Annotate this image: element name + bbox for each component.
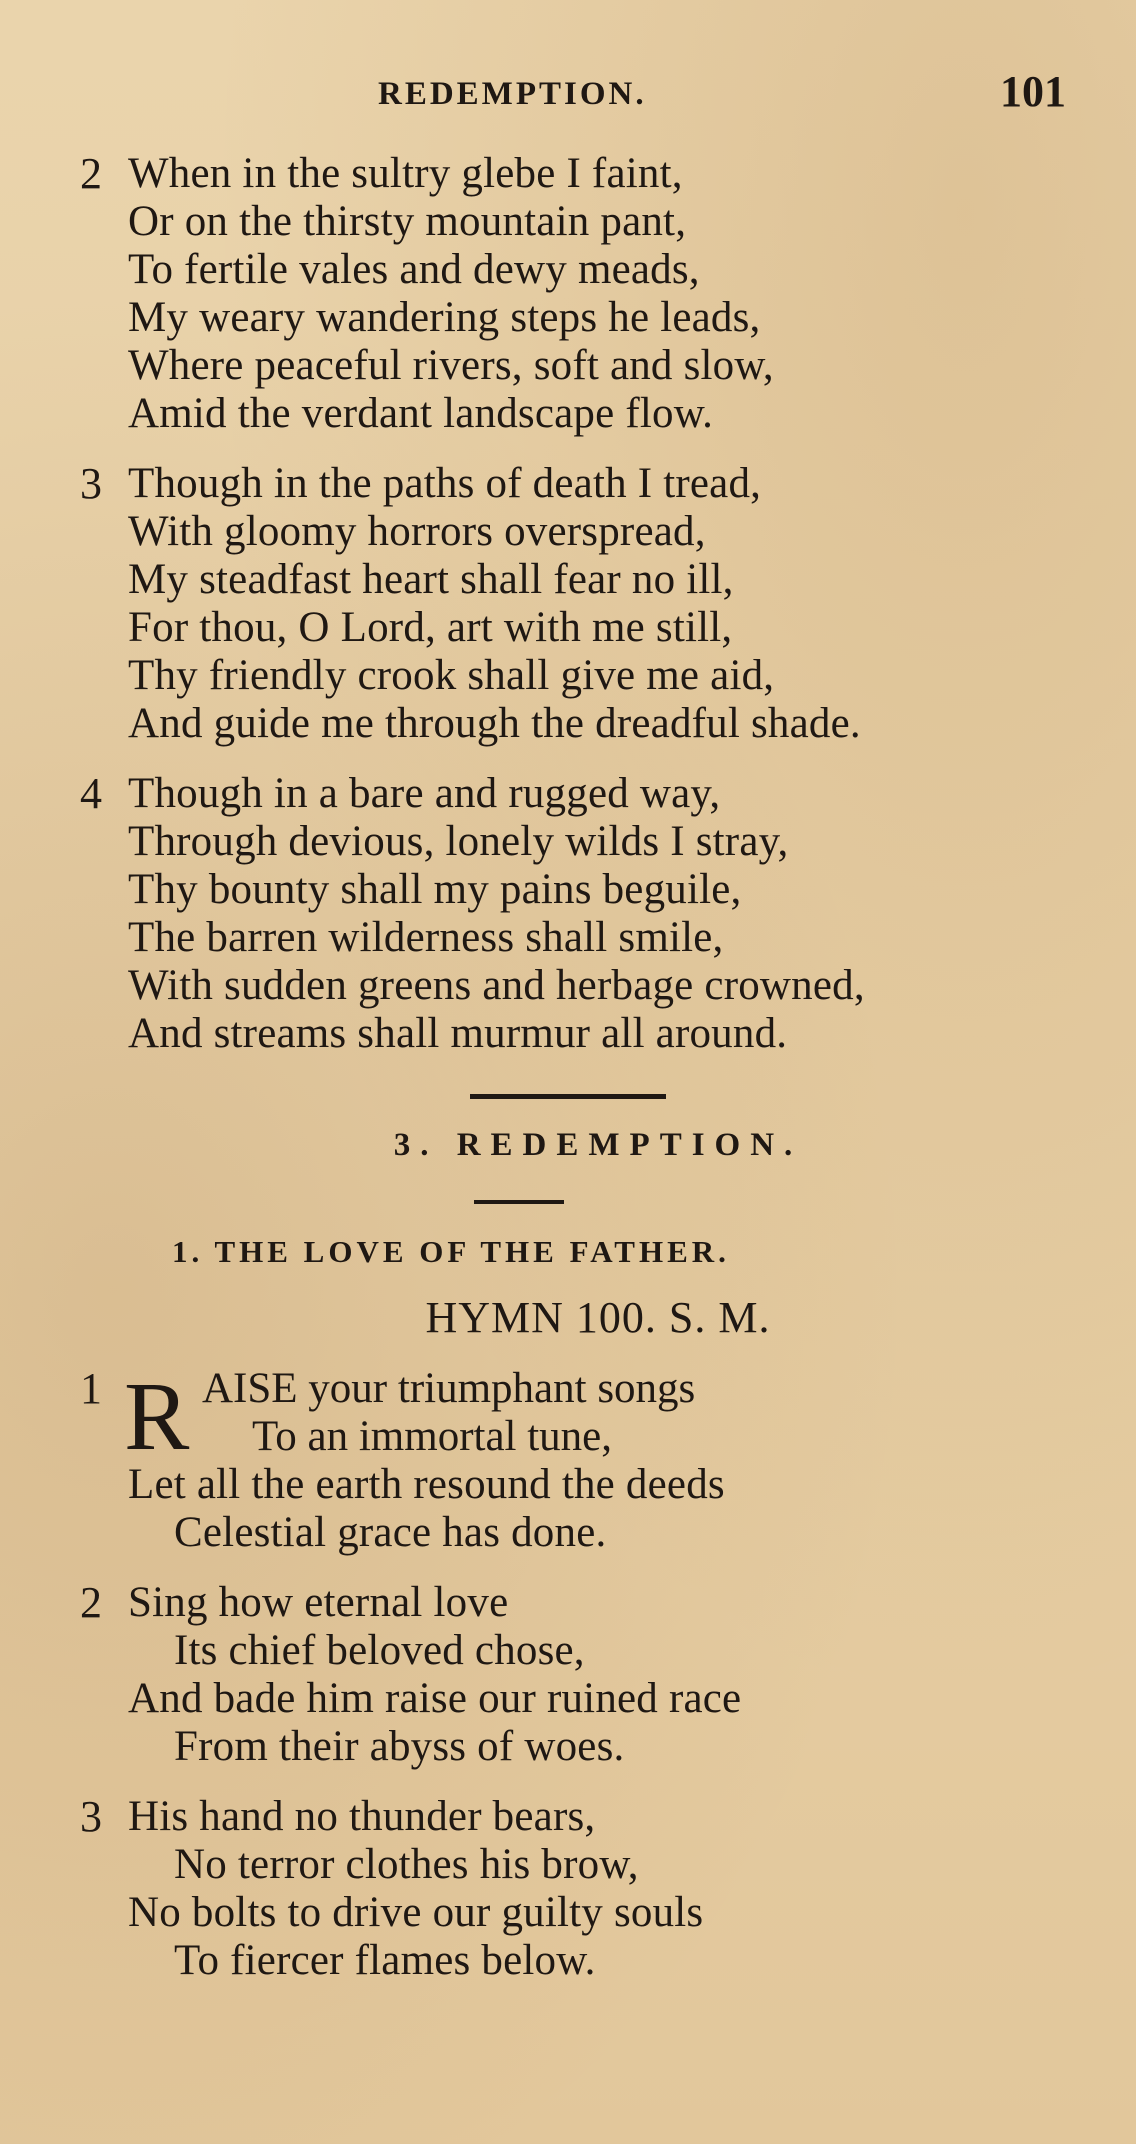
verse-line: No terror clothes his brow, bbox=[174, 1841, 639, 1888]
section-heading: 3. REDEMPTION. bbox=[393, 1127, 803, 1163]
running-head: REDEMPTION. bbox=[378, 76, 647, 112]
verse-line: And streams shall murmur all around. bbox=[128, 1010, 788, 1057]
stanza-number: 4 bbox=[80, 769, 102, 818]
verse-line: From their abyss of woes. bbox=[174, 1723, 625, 1770]
verse-line: My weary wandering steps he leads, bbox=[128, 294, 761, 341]
verse-line: His hand no thunder bears, bbox=[128, 1793, 596, 1840]
verse-line: Or on the thirsty mountain pant, bbox=[128, 198, 687, 245]
stanza-number: 3 bbox=[80, 459, 102, 508]
page-header bbox=[0, 62, 1136, 122]
subsection-heading: 1. THE LOVE OF THE FATHER. bbox=[172, 1234, 730, 1269]
stanza-number: 1 bbox=[80, 1364, 102, 1413]
stanza bbox=[0, 460, 1136, 748]
stanza bbox=[0, 770, 1136, 1058]
verse-line: To fertile vales and dewy meads, bbox=[128, 246, 700, 293]
verse-line: No bolts to drive our guilty souls bbox=[128, 1889, 704, 1936]
verse-line: Celestial grace has done. bbox=[174, 1509, 607, 1556]
verse-line: To an immortal tune, bbox=[252, 1413, 613, 1460]
page-number: 101 bbox=[1000, 67, 1066, 116]
stanza bbox=[0, 1793, 1136, 1985]
verse-line: Where peaceful rivers, soft and slow, bbox=[128, 342, 774, 389]
verse-line: With sudden greens and herbage crowned, bbox=[128, 962, 865, 1009]
verse-line: AISE your triumphant songs bbox=[202, 1365, 696, 1412]
page-body bbox=[0, 150, 1136, 2007]
verse-line: When in the sultry glebe I faint, bbox=[128, 150, 683, 197]
stanza-number: 3 bbox=[80, 1792, 102, 1841]
stanza bbox=[0, 1365, 1136, 1557]
stanza-number: 2 bbox=[80, 149, 102, 198]
verse-line: Though in a bare and rugged way, bbox=[128, 770, 721, 817]
drop-cap: R bbox=[124, 1363, 190, 1471]
verse-line: Thy friendly crook shall give me aid, bbox=[128, 652, 775, 699]
subsection-divider bbox=[474, 1200, 564, 1204]
verse-line: Though in the paths of death I tread, bbox=[128, 460, 762, 507]
verse-line: My steadfast heart shall fear no ill, bbox=[128, 556, 734, 603]
hymn-title: HYMN 100. S. M. bbox=[425, 1293, 771, 1342]
verse-line: The barren wilderness shall smile, bbox=[128, 914, 724, 961]
stanza bbox=[0, 1579, 1136, 1771]
section-divider bbox=[470, 1094, 666, 1099]
stanza-number: 2 bbox=[80, 1578, 102, 1627]
verse-line: Through devious, lonely wilds I stray, bbox=[128, 818, 789, 865]
verse-line: Amid the verdant landscape flow. bbox=[128, 390, 714, 437]
verse-line: With gloomy horrors overspread, bbox=[128, 508, 706, 555]
verse-line: Its chief beloved chose, bbox=[174, 1627, 585, 1674]
verse-line: And bade him raise our ruined race bbox=[128, 1675, 742, 1722]
verse-line: For thou, O Lord, art with me still, bbox=[128, 604, 733, 651]
verse-line: Thy bounty shall my pains beguile, bbox=[128, 866, 742, 913]
verse-line: To fiercer flames below. bbox=[174, 1937, 596, 1984]
stanza bbox=[0, 150, 1136, 438]
verse-line: Sing how eternal love bbox=[128, 1579, 509, 1626]
verse-line: And guide me through the dreadful shade. bbox=[128, 700, 861, 747]
verse-line: Let all the earth resound the deeds bbox=[128, 1461, 725, 1508]
